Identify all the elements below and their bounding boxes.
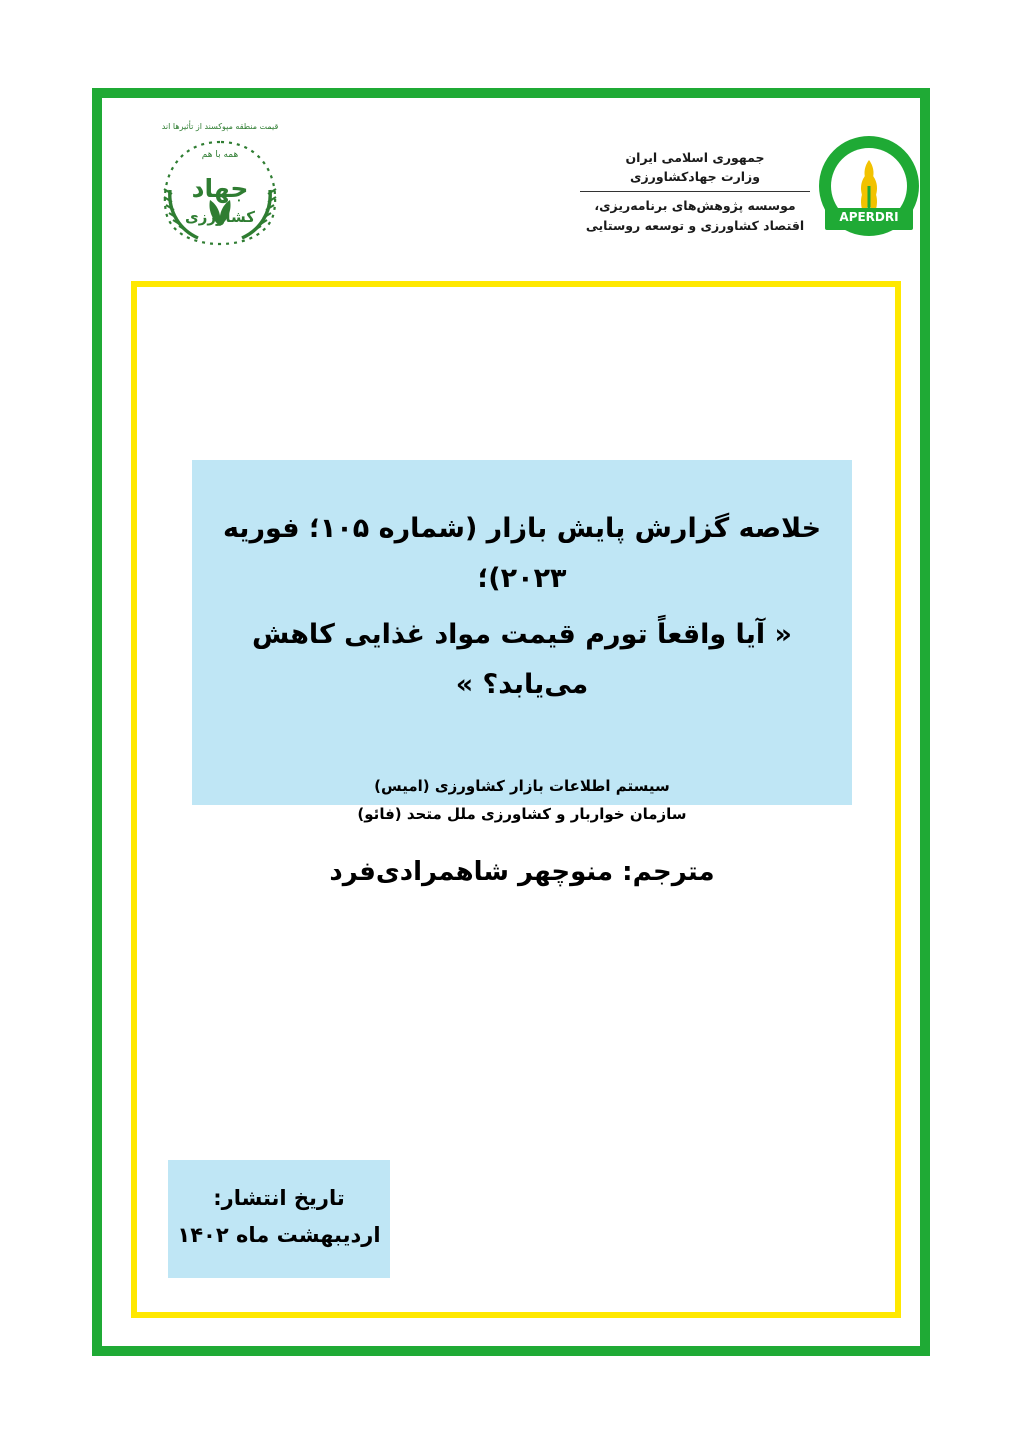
jahad-keshavarzi-logo [140,122,300,267]
report-source [222,772,822,829]
aperdri-label: APERDRI [839,210,899,224]
jahad-logo-slogan: همه با هم [201,150,239,160]
jahad-logo-word-main: جهاد [191,174,249,203]
ministry-line-4: اقتصاد کشاورزی و توسعه روستایی [585,217,805,233]
ministry-line-3: موسسه پژوهش‌های برنامه‌ریزی، [594,197,796,213]
ministry-line-1: جمهوری اسلامی ایران [625,150,765,165]
translator-name: مترجم: منوچهر شاهمرادی‌فرد [329,856,715,887]
source-line-1: سیستم اطلاعات بازار کشاورزی (امیس) [374,776,670,795]
publish-date-card [168,1160,390,1278]
jahad-logo-motto: قیمت منطقه مپوکسند از تأثیرها اند [161,122,279,131]
ministry-line-2: وزارت جهادکشاورزی [629,169,761,185]
report-title-line-1: خلاصه گزارش پایش بازار (شماره ۱۰۵؛ فوریه ۲۰۲۳)؛ [222,513,822,594]
ministry-divider [580,191,810,192]
document-header [110,110,910,270]
publish-date-value: اردیبهشت ماه ۱۴۰۲ [177,1222,381,1247]
publish-date-label: تاریخ انتشار: [213,1186,345,1210]
aperdri-logo [813,136,925,254]
title-card [192,460,852,887]
ministry-heading [580,148,810,236]
report-title-line-2: « آیا واقعاً تورم قیمت مواد غذایی کاهش می‌یابد؟ » [252,618,792,700]
source-line-2: سازمان خواربار و کشاورزی ملل متحد (فائو) [357,805,687,824]
jahad-logo-word-sub: کشاورزی [185,208,255,226]
